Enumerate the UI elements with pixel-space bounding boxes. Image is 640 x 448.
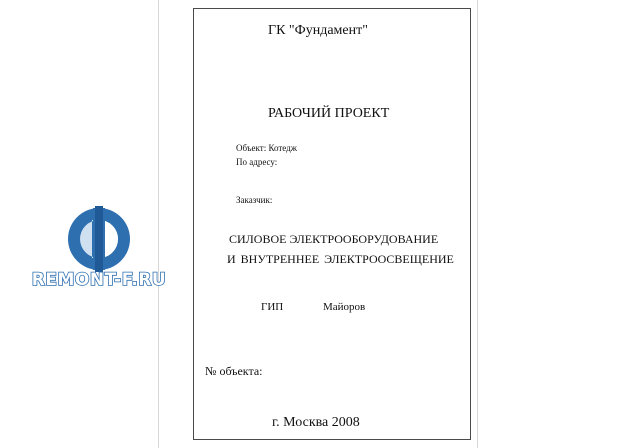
- object-number-label: № объекта:: [205, 364, 263, 378]
- gip-name: Майоров: [323, 301, 366, 313]
- customer-line: Заказчик:: [236, 195, 273, 205]
- company-name: ГК "Фундамент": [268, 23, 368, 38]
- watermark-text: REMONT-F.RU: [31, 270, 167, 290]
- letter-f-circle-logo-icon: [14, 206, 184, 272]
- project-subject-line-2: И ВНУТРЕННЕЕ ЭЛЕКТРООСВЕЩЕНИЕ: [227, 252, 454, 266]
- city-year: г. Москва 2008: [272, 415, 360, 430]
- watermark-logo: [14, 206, 184, 296]
- document-title: РАБОЧИЙ ПРОЕКТ: [268, 106, 390, 121]
- project-subject-line-1: СИЛОВОЕ ЭЛЕКТРООБОРУДОВАНИЕ: [229, 232, 439, 246]
- object-line: Объект: Котедж: [236, 143, 297, 153]
- gip-label: ГИП: [261, 301, 284, 313]
- address-line: По адресу:: [236, 157, 278, 167]
- page-edge-right: [477, 0, 478, 448]
